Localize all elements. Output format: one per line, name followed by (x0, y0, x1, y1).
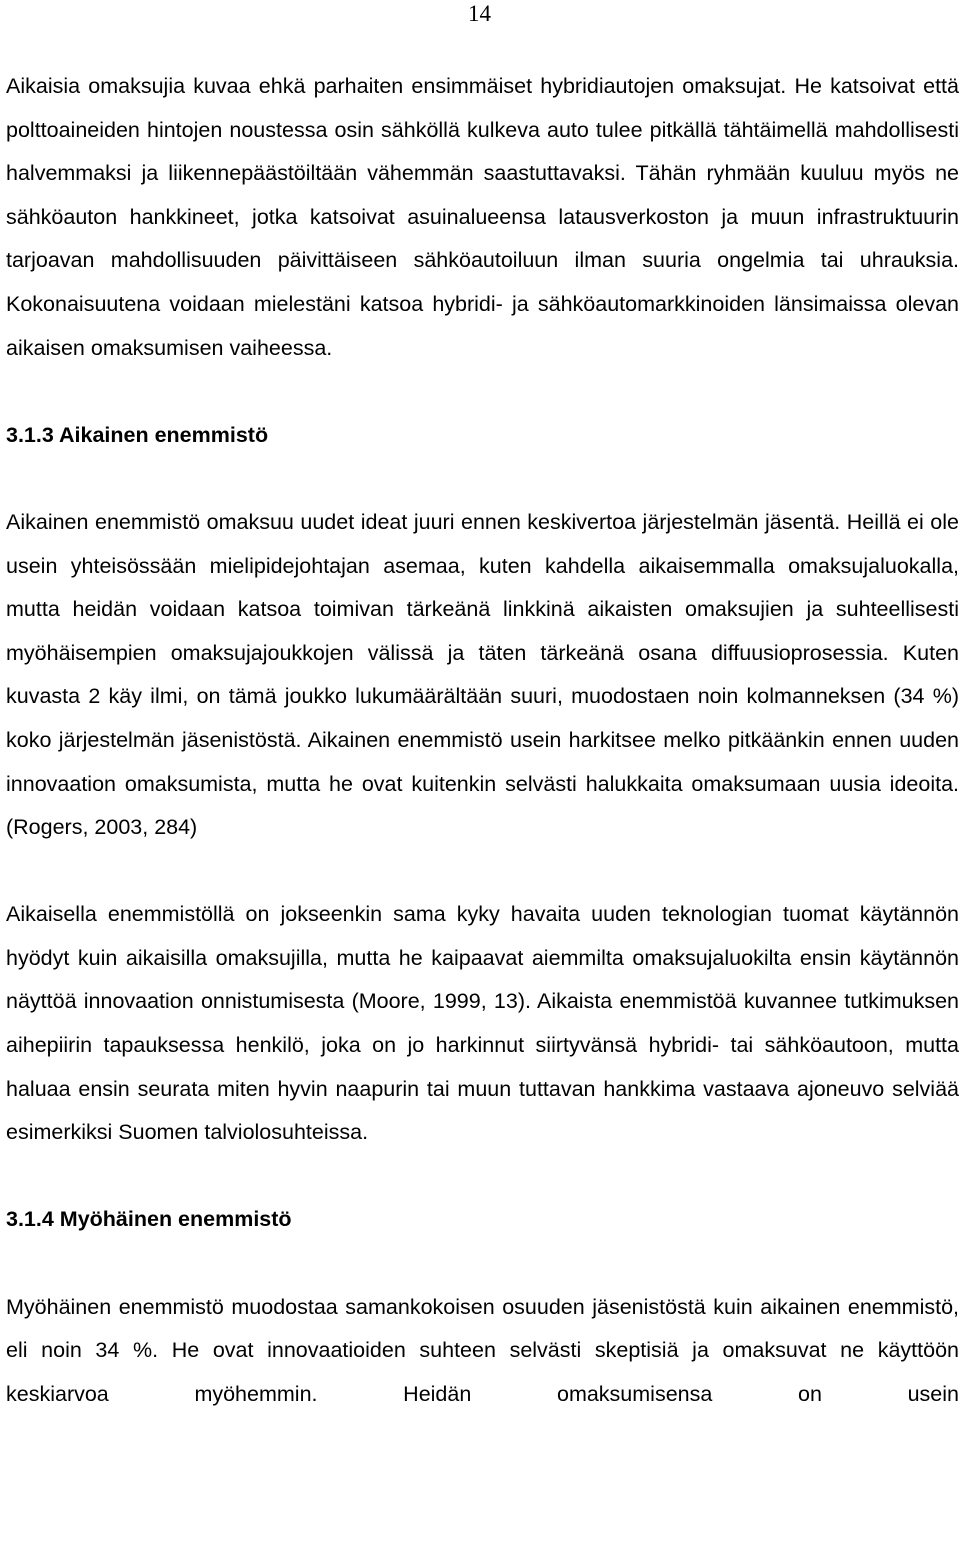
paragraph-gap (6, 457, 959, 501)
paragraph-early-majority-definition: Aikainen enemmistö omaksuu uudet ideat juuri ennen keskivertoa järjestelmän jäsentä. Heillä ei ole usein yhteisössään mielipidejohtajan asemaa, kuten kahdella aikaisemmalla omaksujaluokalla, mutta heidän voidaan katsoa toimivan tärkeänä linkkinä aikaisten omaksujien ja suhteellisesti myöhäisempien omaksujajoukkojen välissä ja täten tärkeänä osana diffuusioprosessia. Kuten kuvasta 2 käy ilmi, on tämä joukko lukumäärältään suuri, muodostaen noin kolmanneksen (34 %) koko järjestelmän jäsenistöstä. Aikainen enemmistö usein harkitsee melko pitkäänkin ennen uuden innovaation omaksumista, mutta he ovat kuitenkin selvästi halukkaita omaksumaan uusia ideoita. (Rogers, 2003, 284) (6, 509, 959, 840)
paragraph-gap (6, 850, 959, 894)
paragraph-gap (6, 1242, 959, 1286)
page-number: 14 (468, 1, 491, 26)
paragraph-early-majority-example: Aikaisella enemmistöllä on jokseenkin sama kyky havaita uuden teknologian tuomat käytännön hyödyt kuin aikaisilla omaksujilla, mutta he kaipaavat aiemmilta omaksujaluokilta ensin käytännön näyttöä innovaation onnistumisesta (Moore, 1999, 13). Aikaista enemmistöä kuvannee tutkimuksen aihepiirin tapauksessa henkilö, joka on jo harkinnut siirtyvänsä hybridi- tai sähköautoon, mutta haluaa ensin seurata miten hyvin naapurin tai muun tuttavan hankkima vastaava ajoneuvo selviää esimerkiksi Suomen talviolosuhteissa. (6, 902, 959, 1145)
paragraph-gap (6, 1155, 959, 1199)
section-heading-early-majority: 3.1.3 Aikainen enemmistö (6, 422, 269, 447)
document-body (6, 65, 959, 1416)
section-heading-late-majority: 3.1.4 Myöhäinen enemmistö (6, 1207, 292, 1232)
paragraph-late-majority-definition: Myöhäinen enemmistö muodostaa samankokoisen osuuden jäsenistöstä kuin aikainen enemmistö, eli noin 34 %. He ovat innovaatioiden suhteen selvästi skeptisiä ja omaksuvat ne käyttöön keskiarvoa myöhemmin. Heidän omaksumisensa on usein (6, 1294, 959, 1406)
paragraph-early-adopters-examples: Aikaisia omaksujia kuvaa ehkä parhaiten ensimmäiset hybridiautojen omaksujat. He katsoivat että polttoaineiden hintojen noustessa osin sähköllä kulkeva auto tulee pitkällä tähtäimellä mahdollisesti halvemmaksi ja liikennepäästöiltään vähemmän saastuttavaksi. Tähän ryhmään kuuluu myös ne sähköauton hankkineet, jotka katsoivat asuinalueensa latausverkoston ja muun infrastruktuurin tarjoavan mahdollisuuden päivittäiseen sähköautoiluun ilman suuria ongelmia tai uhrauksia. Kokonaisuutena voidaan mielestäni katsoa hybridi- ja sähköautomarkkinoiden länsimaissa olevan aikaisen omaksumisen vaiheessa. (6, 74, 959, 360)
paragraph-gap (6, 370, 959, 414)
